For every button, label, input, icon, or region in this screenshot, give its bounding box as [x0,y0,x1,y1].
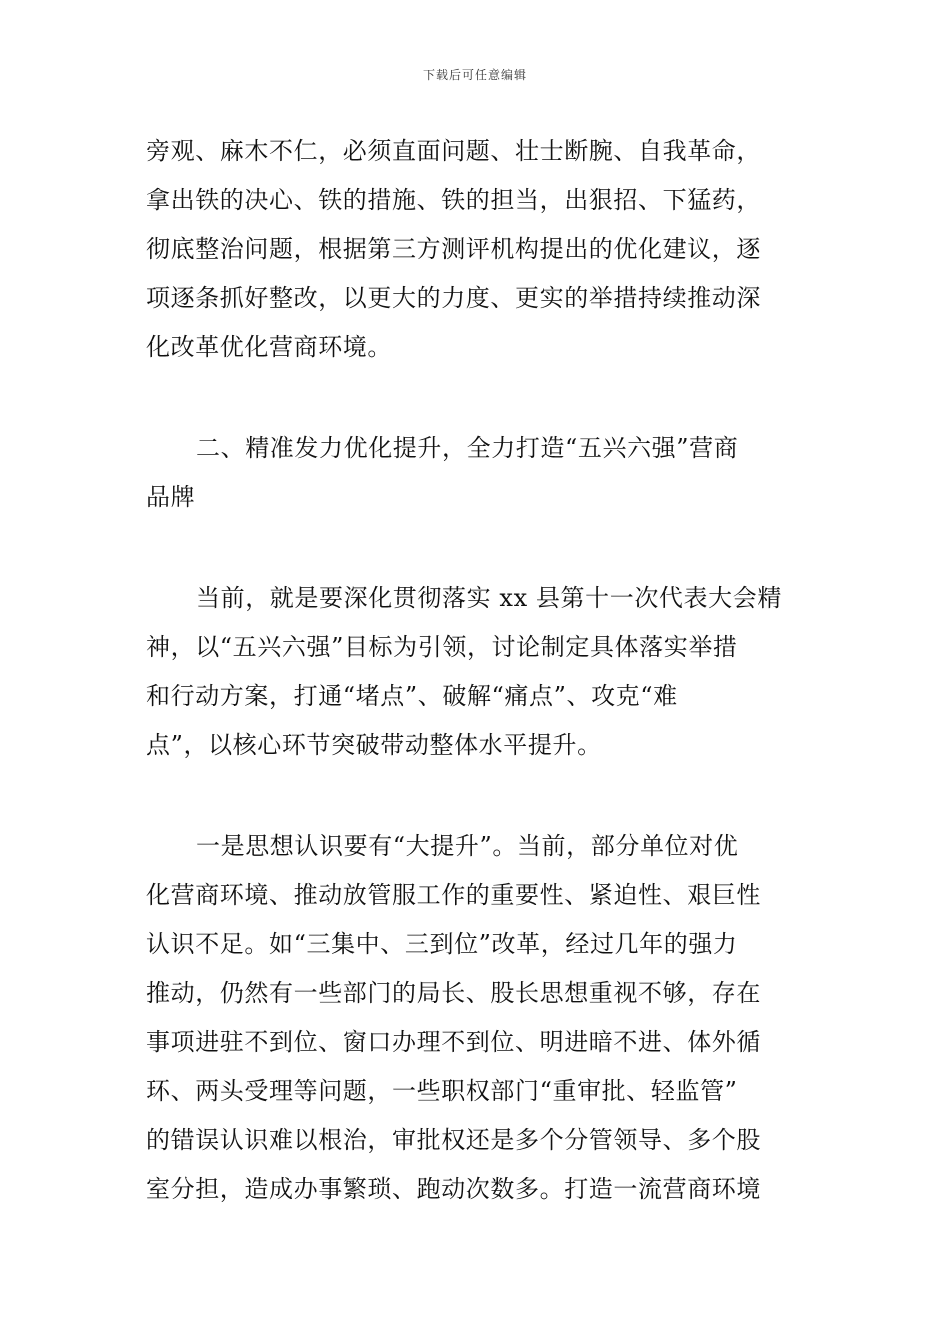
paragraph-1-line-3: 彻底整治问题，根据第三方测评机构提出的优化建议，逐 [146,235,761,263]
paragraph-4-line-3: 认识不足。如“三集中、三到位”改革，经过几年的强力 [146,930,738,958]
paragraph-3-line-1: 当前，就是要深化贯彻落实 xx 县第十一次代表大会精 [196,584,782,612]
paragraph-4-line-6: 环、两头受理等问题，一些职权部门“重审批、轻监管” [146,1077,738,1105]
paragraph-3-line-2: 神，以“五兴六强”目标为引领，讨论制定具体落实举措 [146,633,738,661]
section-heading-line-1: 二、精准发力优化提升，全力打造“五兴六强”营商 [196,434,739,462]
section-heading-line-2: 品牌 [146,483,196,511]
paragraph-4-line-7: 的错误认识难以根治，审批权还是多个分管领导、多个股 [146,1126,761,1154]
paragraph-4-line-1: 一是思想认识要有“大提升”。当前，部分单位对优 [196,832,739,860]
paragraph-1-line-2: 拿出铁的决心、铁的措施、铁的担当，出狠招、下猛药， [146,186,761,214]
paragraph-1-line-5: 化改革优化营商环境。 [146,333,392,361]
paragraph-1-line-4: 项逐条抓好整改，以更大的力度、更实的举措持续推动深 [146,284,761,312]
paragraph-3-line-3: 和行动方案，打通“堵点”、破解“痛点”、攻克“难 [146,682,678,710]
paragraph-1-line-1: 旁观、麻木不仁，必须直面问题、壮士断腕、自我革命， [146,137,761,165]
paragraph-4-line-8: 室分担，造成办事繁琐、跑动次数多。打造一流营商环境 [146,1175,761,1203]
paragraph-4-line-5: 事项进驻不到位、窗口办理不到位、明进暗不进、体外循 [146,1028,761,1056]
page-header: 下载后可任意编辑 [422,68,527,82]
paragraph-4-line-4: 推动，仍然有一些部门的局长、股长思想重视不够，存在 [146,979,761,1007]
paragraph-3-line-4: 点”，以核心环节突破带动整体水平提升。 [146,731,602,759]
paragraph-4-line-2: 化营商环境、推动放管服工作的重要性、紧迫性、艰巨性 [146,881,761,909]
